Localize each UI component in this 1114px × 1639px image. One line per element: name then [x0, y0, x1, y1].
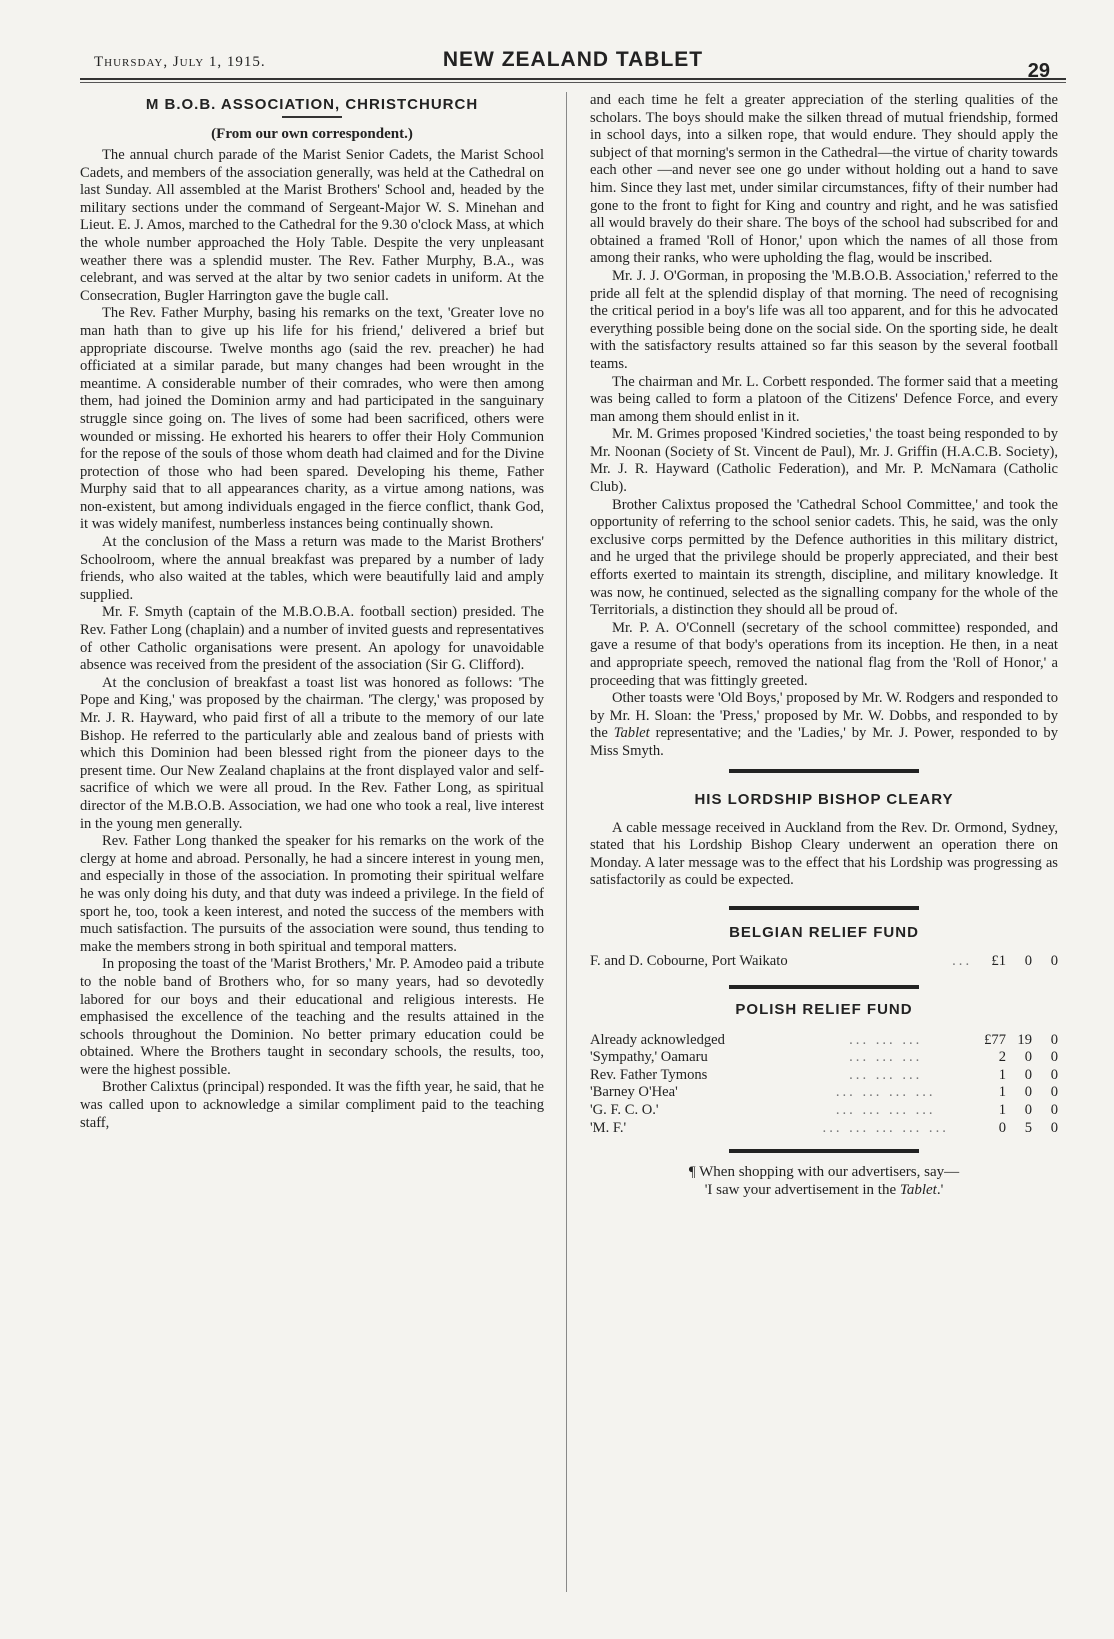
- fund-row: [590, 1102, 1058, 1120]
- paragraph: Mr. M. Grimes proposed 'Kindred societies,' the toast being responded to by Mr. Noonan (Society of St. Vincent de Paul), Mr. J. Griffin (H.A.C.B. Society), Mr. J. R. Hayward (Catholic Federation), and Mr. P. McNamara (Catholic Club).: [590, 426, 1058, 496]
- page-header: [80, 48, 1066, 82]
- amount-shillings: 19: [1017, 1031, 1032, 1048]
- fund-row: [590, 1049, 1058, 1067]
- amount-pence: 0: [1050, 1101, 1058, 1118]
- issue-date: Thursday, July 1, 1915.: [94, 54, 266, 70]
- leader-dots: ... ... ...: [849, 1031, 923, 1048]
- paragraph: At the conclusion of the Mass a return was made to the Marist Brothers' Schoolroom, where the annual breakfast was prepared by a number of lady friends, who also waited at the tables, which were beautifully laid and amply supplied.: [80, 534, 544, 603]
- advertiser-notice: [590, 1163, 1058, 1199]
- paragraph: Brother Calixtus (principal) responded. It was the fifth year, he said, that he was called upon to acknowledge a similar compliment paid to the teaching staff,: [80, 1079, 544, 1131]
- donor-name: 'M. F.': [590, 1119, 627, 1136]
- amount-pounds: £77: [984, 1031, 1006, 1048]
- leader-dots: ... ... ...: [849, 1066, 923, 1083]
- paragraph: Mr. J. J. O'Gorman, in proposing the 'M.B.O.B. Association,' referred to the pride all felt at the splendid display of that morning. The need of recognising the critical period in a boy's life was all too apparent, and for this he advocated everything possible being done on the social side. On the sporting side, he dealt with the satisfactory results attained so far this season by the several football teams.: [590, 267, 1058, 372]
- amount-pounds: 1: [998, 1101, 1006, 1118]
- notice-line-2: 'I saw your advertisement in the Tablet.': [704, 1182, 944, 1199]
- amount-pounds: 2: [998, 1049, 1006, 1066]
- donor-name: Already acknowledged: [590, 1031, 725, 1048]
- paragraph: A cable message received in Auckland from the Rev. Dr. Ormond, Sydney, stated that his Lordship Bishop Cleary underwent an operation there on Monday. A later message was to the effect that his Lordship was progressing as satisfactorily as could be expected.: [590, 819, 1058, 889]
- notice-line-1: ¶ When shopping with our advertisers, say—: [688, 1164, 960, 1181]
- paragraph: The chairman and Mr. L. Corbett responded. The former said that a meeting was being called to form a platoon of the Citizens' Defence Force, and every man among them should enlist in it.: [590, 373, 1058, 425]
- right-column: [590, 92, 1058, 1199]
- title-rule: [282, 116, 342, 118]
- amount-shillings: 0: [1024, 1066, 1032, 1083]
- paragraph: Mr. F. Smyth (captain of the M.B.O.B.A. football section) presided. The Rev. Father Long (chaplain) and a number of invited guests and representatives of other Catholic organisations were present. An apology for unavoidable absence was received from the president of the association (Sir G. Clifford).: [80, 604, 544, 674]
- belgian-fund-table: [590, 953, 1058, 971]
- fund-row: [590, 953, 1058, 971]
- page-number: 29: [1027, 60, 1050, 82]
- section-rule: [729, 906, 919, 910]
- paragraph: Rev. Father Long thanked the speaker for his remarks on the work of the clergy at home and abroad. Personally, he had a sincere interest in young men, and especially in those of the association. In promoting their spiritual welfare he was only doing his duty, and that duty was indeed a privilege. In the field of sport he, too, took a keen interest, and noted the success of the members with much satisfaction. The pursuits of the association were sound, thus tending to make the members strong in both spiritual and temporal matters.: [80, 833, 544, 955]
- article-title-mbob: M B.O.B. ASSOCIATION, CHRISTCHURCH: [145, 96, 479, 113]
- leader-dots: ... ... ... ...: [835, 1101, 936, 1118]
- amount-shillings: 5: [1024, 1119, 1032, 1136]
- amount-shillings: 0: [1024, 1084, 1032, 1101]
- belgian-fund-title: BELGIAN RELIEF FUND: [729, 923, 919, 941]
- left-column: [80, 92, 544, 1132]
- amount-pence: 0: [1050, 1119, 1058, 1136]
- paragraph: In proposing the toast of the 'Marist Brothers,' Mr. P. Amodeo paid a tribute to the noble band of Brothers who, for so many years, had so devotedly labored for our boys and their educational and religious interests. He emphasised the excellence of the teaching and the results attained in the schools throughout the Dominion. No better primary education could be obtained. Where the Brothers taught in secondary schools, the results, too, were the highest possible.: [80, 956, 544, 1078]
- column-divider: [566, 92, 567, 1592]
- amount-shillings: 0: [1024, 1049, 1032, 1066]
- amount-pence: 0: [1050, 1031, 1058, 1048]
- header-rule: [80, 78, 1066, 80]
- leader-dots: ... ... ... ...: [835, 1084, 936, 1101]
- section-rule: [729, 769, 919, 773]
- paragraph: and each time he felt a greater appreciation of the sterling qualities of the scholars. The boys should make the silken thread of mutual friendship, formed in school days, into a silken rope, that would endure. They should apply the subject of that morning's sermon in the Cathedral—the virtue of charity towards each other —and never see one go under without holding out a hand to save him. Since they last met, under similar circumstances, fifty of their number had gone to the front to fight for King and country and right, and he was satisfied all would bravely do their share. The boys of the school had subscribed for and obtained a framed 'Roll of Honor,' upon which the names of all those from among their ranks, who were upholding the flag, would be inscribed.: [590, 92, 1058, 267]
- amount-pounds: £1: [991, 952, 1006, 969]
- section-rule: [729, 1149, 919, 1153]
- paragraph: At the conclusion of breakfast a toast list was honored as follows: 'The Pope and King,' was proposed by the chairman. 'The clergy,' was proposed by Mr. J. R. Hayward, who paid first of all a tribute to the memory of our late Bishop. He referred to the particularly able and zealous band of priests with which this Dominion had been blessed right from the pioneer days to the present time. Our New Zealand chaplains at the front displayed valor and self-sacrifice of which we were all proud. In the Rev. Father Long, as spiritual director of the M.B.O.B. Association, we had one who took a real, live interest in the young men generally.: [80, 674, 544, 832]
- paragraph-final-toasts: Other toasts were 'Old Boys,' proposed by Mr. W. Rodgers and responded to by Mr. H. Sloan: the 'Press,' proposed by Mr. W. Dobbs, and responded to by the Tablet representative; and the 'Ladies,' by Mr. J. Power, responded to by Miss Smyth.: [590, 690, 1058, 759]
- fund-row: [590, 1067, 1058, 1085]
- amount-pounds: 1: [998, 1066, 1006, 1083]
- donor-name: 'Sympathy,' Oamaru: [590, 1049, 708, 1066]
- paragraph: The Rev. Father Murphy, basing his remarks on the text, 'Greater love no man hath than to give up his life for his friend,' delivered a brief but appropriate discourse. Twelve months ago (said the rev. preacher) he had officiated at a similar parade, but many changes had been wrought in the meantime. A considerable number of their comrades, who were then among them, had joined the Dominion army and had participated in the sanguinary struggle since going on. The lives of some had been sacrificed, others were wounded or missing. He exhorted his hearers to offer their Holy Communion for the repose of the souls of those whom death had claimed and for the Divine protection of those who had been spared. Developing his theme, Father Murphy said that to all appearances charity, as a virtue among nations, was non-existent, but among individuals engaged in the fierce conflict, thank God, it was widely manifest, numberless instances being continually shown.: [80, 305, 544, 533]
- leader-dots: ... ... ...: [849, 1049, 923, 1066]
- masthead-title: NEW ZEALAND TABLET: [442, 48, 704, 71]
- section-rule: [729, 985, 919, 989]
- amount-pence: 0: [1050, 1084, 1058, 1101]
- amount-pence: 0: [1050, 1049, 1058, 1066]
- article-subtitle: (From our own correspondent.): [211, 126, 413, 142]
- amount-pounds: 0: [998, 1119, 1006, 1136]
- paragraph: Mr. P. A. O'Connell (secretary of the school committee) responded, and gave a resume of that body's operations from its inception. He then, in a neat and appropriate speech, removed the national flag from the 'Roll of Honor,' a proceeding that was fittingly greeted.: [590, 619, 1058, 689]
- fund-row: [590, 1032, 1058, 1050]
- article-title-bishop: HIS LORDSHIP BISHOP CLEARY: [694, 790, 954, 808]
- polish-fund-title: POLISH RELIEF FUND: [735, 1000, 913, 1018]
- amount-pence: 0: [1050, 952, 1058, 969]
- polish-fund-table: [590, 1032, 1058, 1138]
- fund-row: [590, 1084, 1058, 1102]
- donor-name: Rev. Father Tymons: [590, 1066, 708, 1083]
- donor-name: 'G. F. C. O.': [590, 1101, 659, 1118]
- donor-name: F. and D. Cobourne, Port Waikato: [590, 952, 788, 969]
- paragraph: The annual church parade of the Marist Senior Cadets, the Marist School Cadets, and members of the association generally, was held at the Cathedral on last Sunday. All assembled at the Marist Brothers' School and, headed by the military sections under the command of Sergeant-Major W. S. Minehan and Lieut. E. J. Amos, marched to the Cathedral for the 9.30 o'clock Mass, at which the whole number approached the Holy Table. Despite the very unpleasant weather there was a splendid muster. The Rev. Father Murphy, B.A., was celebrant, and was served at the altar by two senior cadets in uniform. At the Consecration, Bugler Harrington gave the bugle call.: [80, 147, 544, 304]
- donor-name: 'Barney O'Hea': [590, 1084, 678, 1101]
- paragraph: Brother Calixtus proposed the 'Cathedral School Committee,' and took the opportunity of referring to the school senior cadets. This, he said, was the only exclusive corps permitted by the Defence authorities in this military district, and he urged that the privilege should be properly appreciated, and their best efforts exerted to maintain its strength, discipline, and military knowledge. It was now, he continued, selected as the signalling company for the whole of the Territorials, a distinction they should all be proud of.: [590, 496, 1058, 619]
- fund-row: [590, 1120, 1058, 1138]
- header-rule-thin: [80, 82, 1066, 83]
- amount-pence: 0: [1050, 1066, 1058, 1083]
- leader-dots: ... ... ... ... ...: [822, 1119, 949, 1136]
- amount-pounds: 1: [998, 1084, 1006, 1101]
- leader-dots: ...: [952, 952, 973, 969]
- amount-shillings: 0: [1024, 1101, 1032, 1118]
- amount-shillings: 0: [1024, 952, 1032, 969]
